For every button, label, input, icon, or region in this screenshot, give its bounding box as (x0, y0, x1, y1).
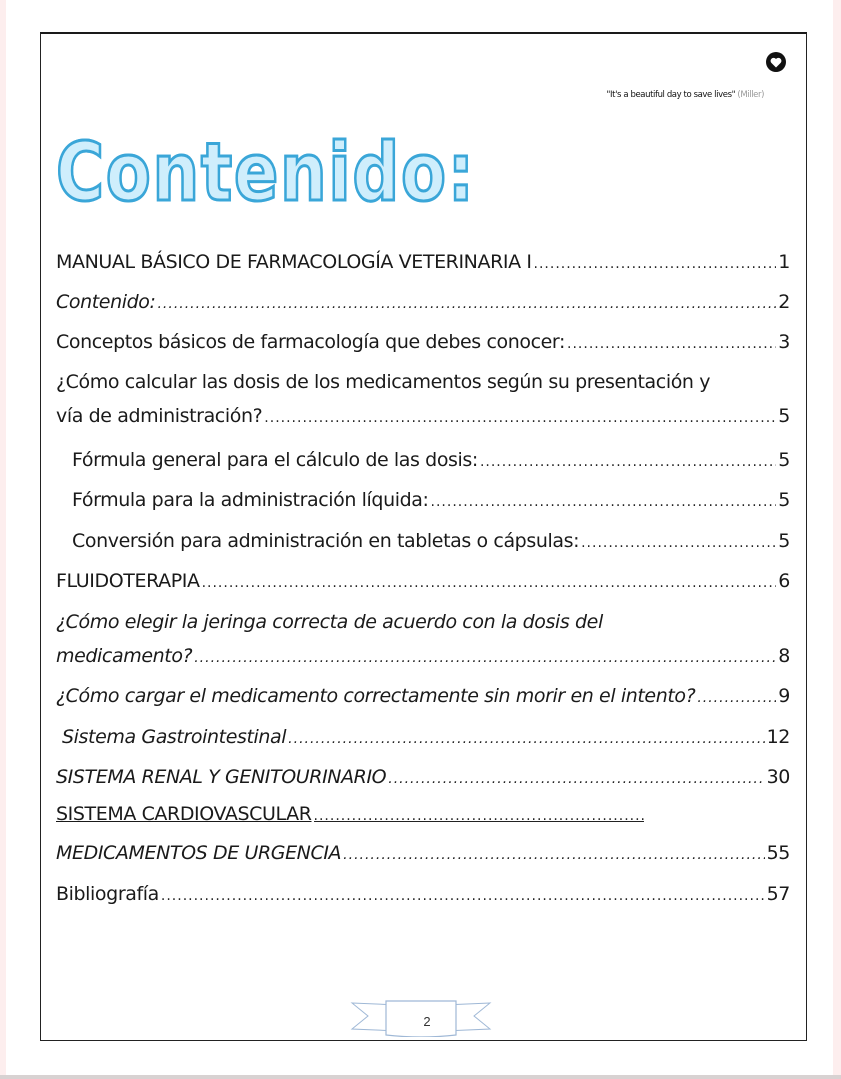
dot-leader (480, 454, 776, 470)
toc-entry[interactable] (72, 530, 790, 559)
dot-leader (157, 296, 776, 312)
toc-entry-page: 12 (766, 726, 790, 748)
toc-entry-page: 55 (766, 842, 790, 864)
dot-leader (697, 690, 776, 706)
toc-entry[interactable] (56, 883, 790, 912)
toc-entry-page: 5 (778, 489, 790, 511)
toc-entry-page: 5 (778, 530, 790, 552)
dot-leader (202, 575, 777, 591)
dot-leader (534, 256, 777, 272)
dot-leader (314, 808, 644, 824)
toc-entry[interactable] (56, 611, 790, 674)
heart-icon (766, 52, 786, 72)
toc-entry-title: MEDICAMENTOS DE URGENCIA (56, 842, 342, 864)
header-quote (560, 90, 764, 100)
toc-entry-title: FLUIDOTERAPIA (56, 570, 200, 592)
dot-leader (288, 731, 764, 747)
quote-author: (Miller) (737, 90, 764, 100)
toc-entry-page: 8 (778, 645, 790, 667)
dot-leader (343, 847, 764, 863)
page-margin-right (833, 0, 841, 1079)
toc-entry[interactable] (56, 766, 790, 795)
toc-entry[interactable] (56, 251, 790, 280)
toc-entry-page: 1 (778, 251, 790, 273)
toc-entry-title: medicamento? (56, 645, 193, 667)
toc-entry-page: 57 (766, 883, 790, 905)
toc-entry-title: Contenido: (56, 291, 156, 313)
toc-entry-title: MANUAL BÁSICO DE FARMACOLOGÍA VETERINARIA I (56, 251, 532, 273)
toc-entry-title: Bibliografía (56, 883, 159, 905)
toc-entry[interactable] (56, 803, 790, 832)
toc-entry-title: Conversión para administración en tabletas o cápsulas: (72, 530, 580, 552)
dot-leader (431, 494, 777, 510)
toc-entry-title: Sistema Gastrointestinal (62, 726, 287, 748)
toc-entry-title-line1: ¿Cómo elegir la jeringa correcta de acuerdo con la dosis del (56, 611, 603, 633)
toc-entry-title: Fórmula para la administración líquida: (72, 489, 429, 511)
dot-leader (161, 888, 765, 904)
toc-entry-page: 2 (778, 291, 790, 313)
page-number: 2 (423, 1014, 431, 1029)
toc-entry-page: 30 (766, 766, 790, 788)
toc-entry-page: 9 (778, 685, 790, 707)
toc-entry-title: Conceptos básicos de farmacología que debes conocer: (56, 331, 566, 353)
dot-leader (567, 336, 776, 352)
toc-entry-page: 5 (778, 449, 790, 471)
toc-entry[interactable] (56, 331, 790, 360)
toc-entry-title-line1: ¿Cómo calcular las dosis de los medicamentos según su presentación y (56, 371, 711, 393)
toc-entry[interactable] (56, 570, 790, 599)
toc-entry[interactable] (56, 291, 790, 320)
quote-text: "It's a beautiful day to save lives" (606, 90, 736, 100)
toc-entry[interactable] (56, 371, 790, 434)
dot-leader (264, 410, 776, 426)
toc-entry-page: 3 (778, 331, 790, 353)
page-bottom-edge (0, 1075, 841, 1079)
toc-entry[interactable] (56, 842, 790, 871)
page-title: Contenido: (56, 126, 476, 219)
toc-entry[interactable] (56, 685, 790, 714)
toc-entry-page: 5 (778, 405, 790, 427)
page-margin-left (0, 0, 6, 1079)
dot-leader (581, 535, 776, 551)
toc-entry-page: 6 (778, 570, 790, 592)
dot-leader (388, 771, 764, 787)
dot-leader (194, 650, 776, 666)
toc-entry[interactable] (62, 726, 790, 755)
toc-entry-title: ¿Cómo cargar el medicamento correctamente sin morir en el intento? (56, 685, 696, 707)
toc-entry[interactable] (72, 449, 790, 478)
toc-entry-title: SISTEMA RENAL Y GENITOURINARIO (56, 766, 387, 788)
toc-entry-title: Fórmula general para el cálculo de las dosis: (72, 449, 478, 471)
toc-entry[interactable] (72, 489, 790, 518)
toc-entry-title: SISTEMA CARDIOVASCULAR (56, 803, 312, 825)
toc-entry-title: vía de administración? (56, 405, 263, 427)
